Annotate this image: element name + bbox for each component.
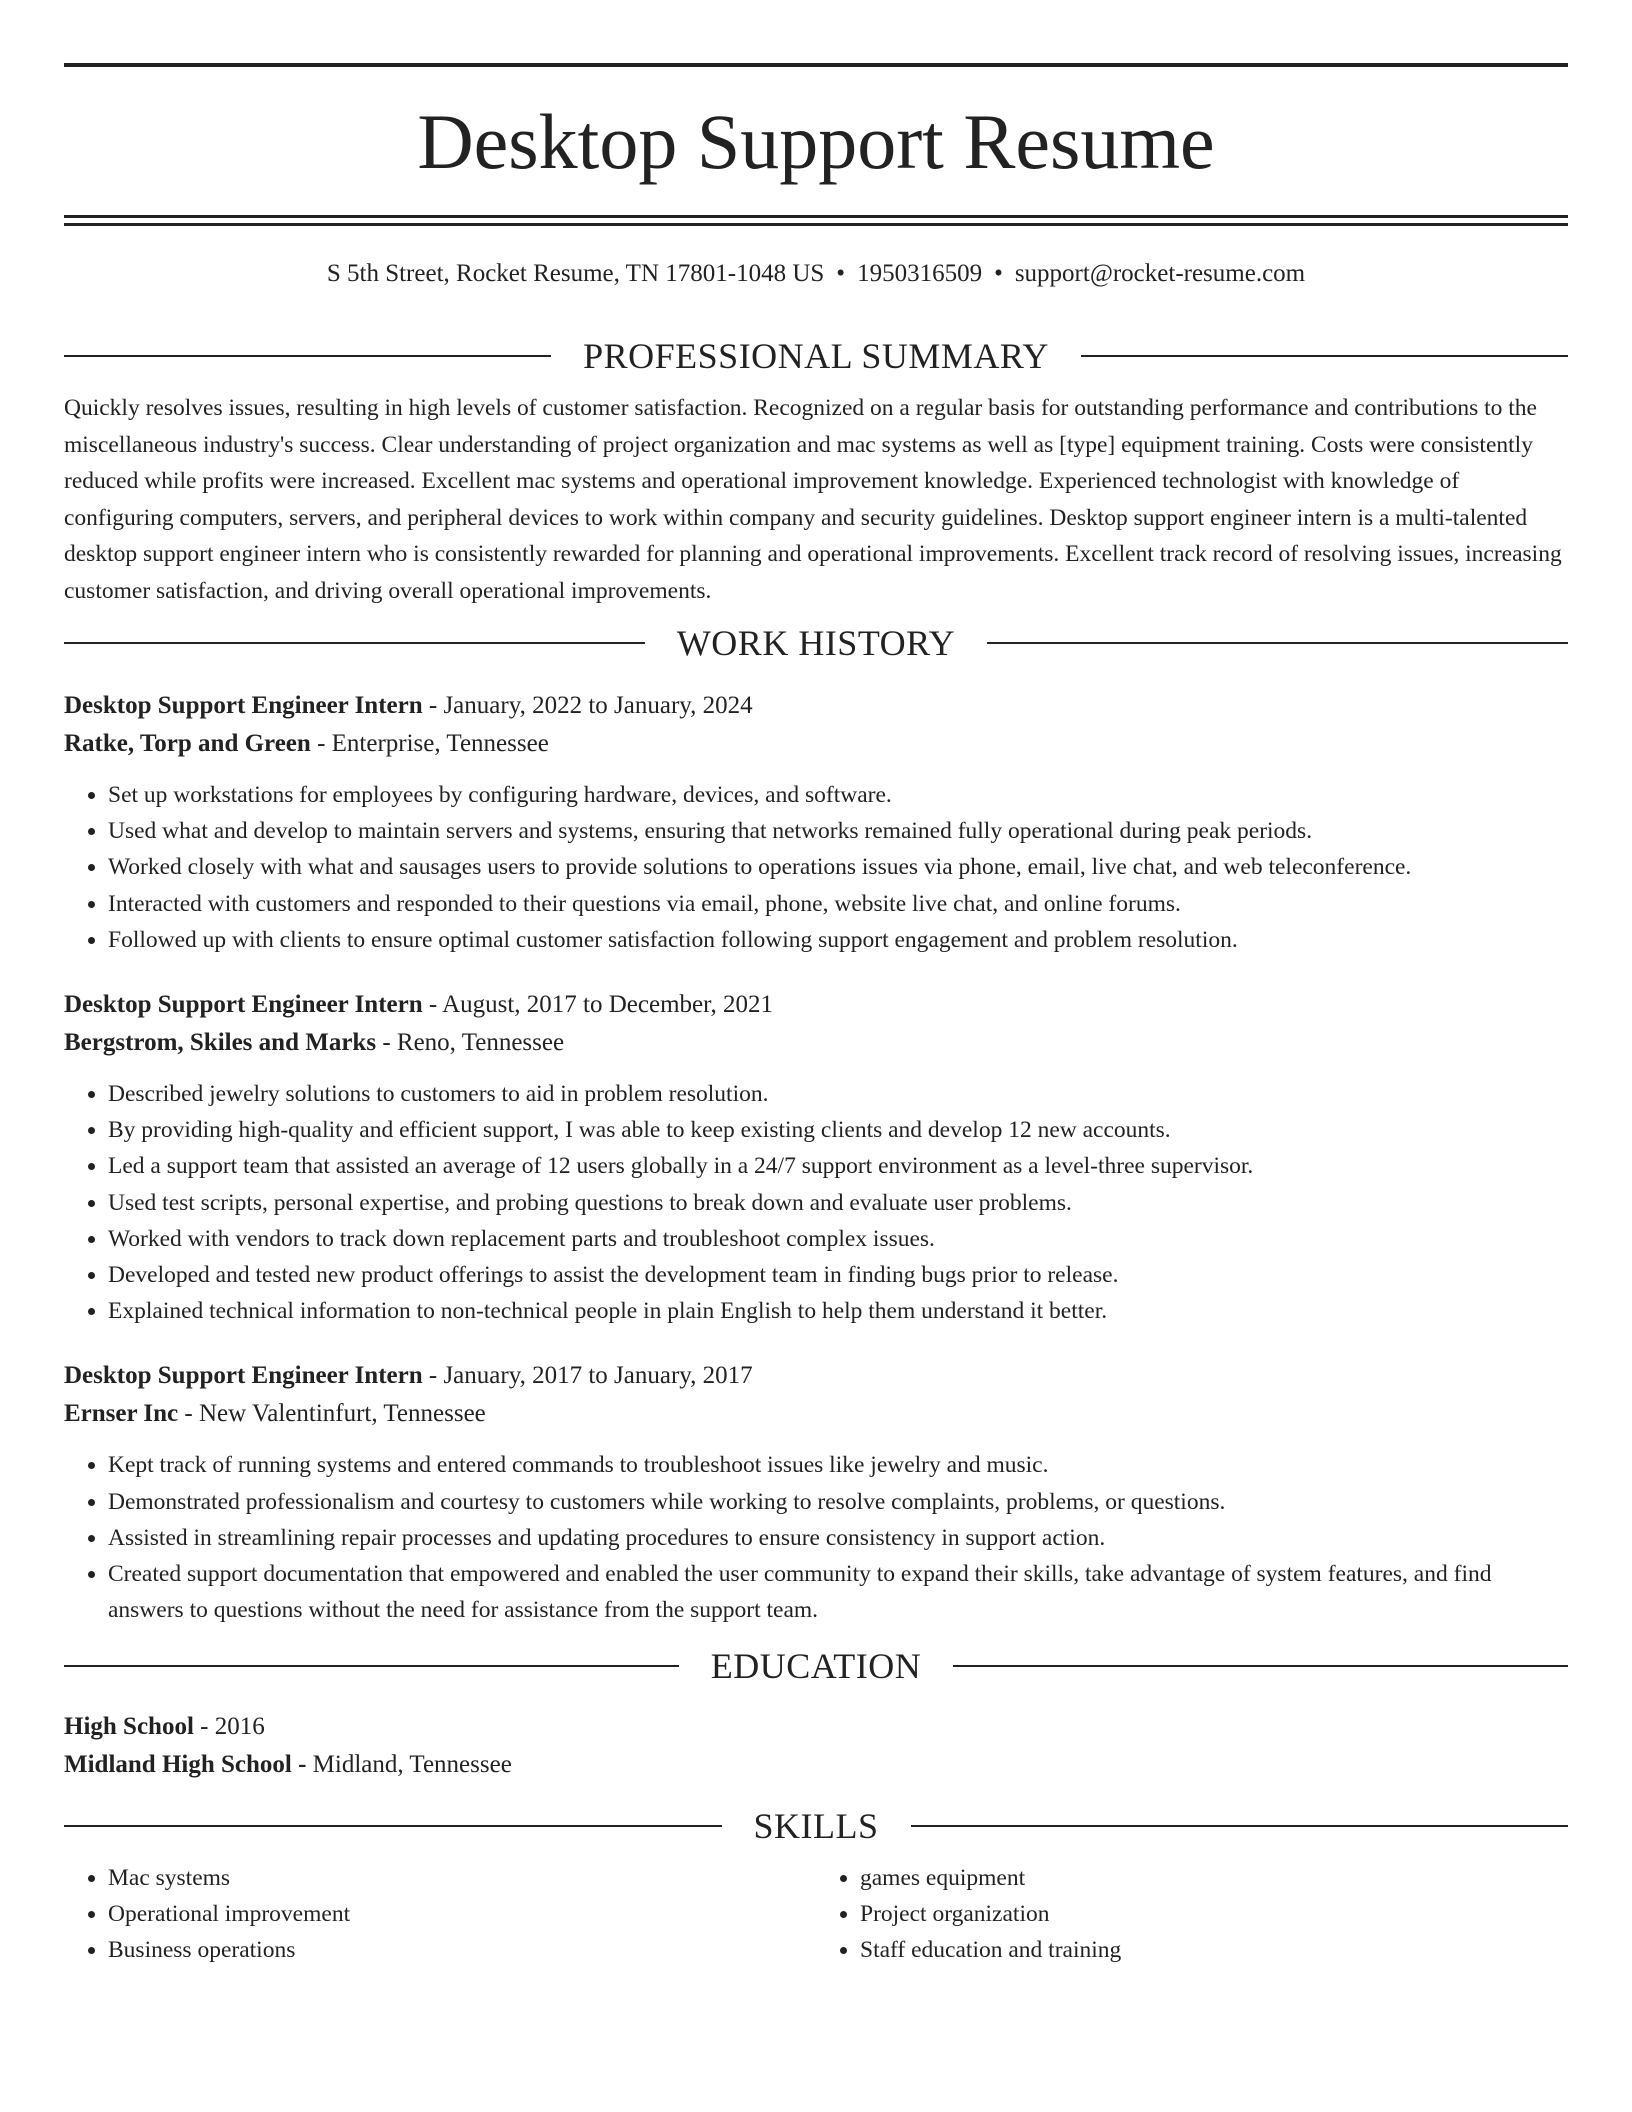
skills-columns: [64, 1860, 1568, 1968]
list-item: • Used what and develop to maintain servers and systems, ensuring that networks remained fully operational during peak periods.: [108, 813, 1568, 849]
heading-rule: [1081, 355, 1568, 357]
section-heading-work-history: [64, 619, 1568, 667]
job-dates: - August, 2017 to December, 2021: [422, 991, 773, 1019]
job-title: Desktop Support Engineer Intern: [64, 692, 423, 719]
skill-item: • Project organization: [860, 1896, 1568, 1932]
job-entry: [64, 1357, 1568, 1628]
section-title: EDUCATION: [710, 1646, 922, 1687]
degree-line: [64, 1708, 1568, 1746]
contact-separator: •: [994, 260, 1003, 287]
heading-rule: [953, 1665, 1568, 1667]
skill-item: • Operational improvement: [108, 1896, 816, 1932]
job-title: Desktop Support Engineer Intern: [64, 1362, 423, 1390]
job-dates: - January, 2022 to January, 2024: [422, 692, 753, 719]
company-location: - Enterprise, Tennessee: [310, 730, 549, 757]
heading-rule: [64, 1665, 679, 1667]
section-title: WORK HISTORY: [676, 623, 956, 663]
job-company-line: [64, 1024, 1568, 1062]
section-heading-education: [64, 1642, 1568, 1690]
section-heading-summary: [64, 332, 1568, 380]
skill-item: • Business operations: [108, 1932, 816, 1968]
section-title: SKILLS: [753, 1806, 879, 1847]
email: support@rocket-resume.com: [1014, 260, 1306, 287]
contact-line: [64, 258, 1568, 298]
graduation-year: - 2016: [193, 1713, 265, 1741]
list-item: • Explained technical information to non-technical people in plain English to help them understand it better.: [108, 1293, 1568, 1329]
job-bullets: [64, 777, 1568, 958]
list-item: • Created support documentation that empowered and enabled the user community to expand their skills, take advantage of system features, and find answers to questions without the need for assistance from the support team.: [108, 1556, 1568, 1628]
company-location: - New Valentinfurt, Tennessee: [178, 1400, 486, 1428]
school-location: Midland, Tennessee: [306, 1751, 512, 1779]
company-name: Bergstrom, Skiles and Marks: [64, 1029, 377, 1057]
heading-rule: [64, 355, 551, 357]
school-line: [64, 1746, 1568, 1784]
degree: High School: [64, 1713, 194, 1741]
list-item: • Used test scripts, personal expertise, and probing questions to break down and evaluate user problems.: [108, 1185, 1568, 1221]
heading-rule: [64, 642, 645, 644]
heading-rule: [64, 1825, 722, 1827]
top-rule: [64, 63, 1568, 67]
list-item: • Led a support team that assisted an average of 12 users globally in a 24/7 support environment as a level-three supervisor.: [108, 1148, 1568, 1184]
skill-item: • Staff education and training: [860, 1932, 1568, 1968]
list-item: • Assisted in streamlining repair processes and updating procedures to ensure consistency in support action.: [108, 1520, 1568, 1556]
company-name: Ernser Inc: [64, 1400, 179, 1428]
company-name: Ratke, Torp and Green: [64, 730, 311, 757]
job-dates: - January, 2017 to January, 2017: [422, 1362, 753, 1390]
section-title: PROFESSIONAL SUMMARY: [583, 336, 1049, 376]
list-item: • Demonstrated professionalism and courtesy to customers while working to resolve complaints, problems, or questions.: [108, 1484, 1568, 1520]
phone: 1950316509: [857, 260, 983, 287]
list-item: • Worked closely with what and sausages users to provide solutions to operations issues via phone, email, live chat, and web teleconference.: [108, 849, 1568, 885]
list-item: • Developed and tested new product offerings to assist the development team in finding bugs prior to release.: [108, 1257, 1568, 1293]
job-company-line: [64, 725, 1568, 763]
education-entry: [64, 1708, 1568, 1784]
heading-rule: [911, 1825, 1569, 1827]
list-item: • By providing high-quality and efficient support, I was able to keep existing clients and develop 12 new accounts.: [108, 1112, 1568, 1148]
list-item: • Set up workstations for employees by configuring hardware, devices, and software.: [108, 777, 1568, 813]
job-company-line: [64, 1395, 1568, 1433]
list-item: • Kept track of running systems and entered commands to troubleshoot issues like jewelry and music.: [108, 1447, 1568, 1483]
job-entry: [64, 687, 1568, 958]
job-bullets: [64, 1076, 1568, 1329]
school-name: Midland High School -: [64, 1751, 307, 1779]
skill-item: • Mac systems: [108, 1860, 816, 1896]
list-item: • Described jewelry solutions to customers to aid in problem resolution.: [108, 1076, 1568, 1112]
address: S 5th Street, Rocket Resume, TN 17801-1048 US: [326, 260, 825, 287]
title-double-rule: [64, 215, 1568, 226]
section-heading-skills: [64, 1802, 1568, 1850]
job-title-line: [64, 687, 1568, 725]
job-title: Desktop Support Engineer Intern: [64, 991, 423, 1019]
list-item: • Interacted with customers and responded to their questions via email, phone, website live chat, and online forums.: [108, 886, 1568, 922]
heading-rule: [987, 642, 1568, 644]
list-item: • Followed up with clients to ensure optimal customer satisfaction following support engagement and problem resolution.: [108, 922, 1568, 958]
job-bullets: [64, 1447, 1568, 1628]
job-entry: [64, 986, 1568, 1329]
skills-list-left: [64, 1860, 816, 1968]
resume-title: Desktop Support Resume: [417, 98, 1215, 185]
summary-text: Quickly resolves issues, resulting in high levels of customer satisfaction. Recognized on a regular basis for outstanding performance and contributions to the miscellaneous industry's success. Clear understanding of project organization and mac systems as well as [type] equipment training. Costs were consistently reduced while profits were increased. Excellent mac systems and operational improvement knowledge. Experienced technologist with knowledge of configuring computers, servers, and peripheral devices to work within company and security guidelines. Desktop support engineer intern is a multi-talented desktop support engineer intern who is consistently rewarded for planning and operational improvements. Excellent track record of resolving issues, increasing customer satisfaction, and driving overall operational improvements.: [64, 395, 1562, 604]
job-title-line: [64, 986, 1568, 1024]
skills-list-right: [816, 1860, 1568, 1968]
list-item: • Worked with vendors to track down replacement parts and troubleshoot complex issues.: [108, 1221, 1568, 1257]
job-title-line: [64, 1357, 1568, 1395]
contact-separator: •: [836, 260, 846, 287]
skill-item: • games equipment: [860, 1860, 1568, 1896]
company-location: - Reno, Tennessee: [376, 1029, 565, 1057]
